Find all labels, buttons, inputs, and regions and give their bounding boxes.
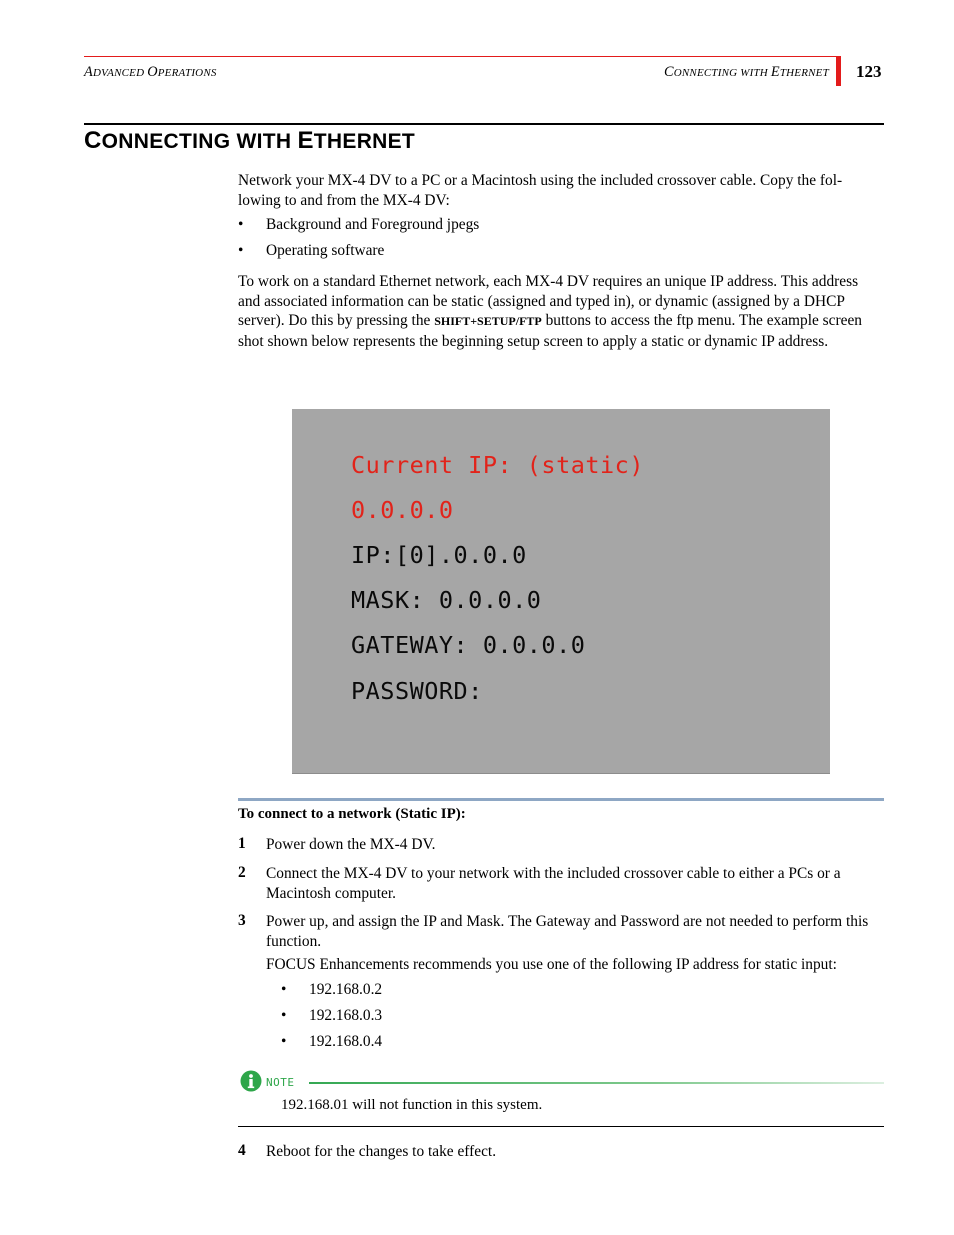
- setup-screen-image: [292, 409, 830, 774]
- page-number: 123: [856, 62, 882, 81]
- screen-current-ip-value: 0.0.0.0: [351, 496, 454, 524]
- step-number: 2: [238, 864, 246, 881]
- note-label: NOTE: [266, 1076, 295, 1089]
- note-text: 192.168.01 will not function in this system.: [281, 1097, 543, 1113]
- step-number: 3: [238, 912, 246, 929]
- step-number: 1: [238, 835, 246, 852]
- step-subtext: FOCUS Enhancements recommends you use one of the following IP address for static input:: [266, 956, 837, 973]
- network-paragraph: To work on a standard Ethernet network, each MX-4 DV requires an unique IP address. This address and associated information can be static (assigned and typed in), or dynamic (assigned by a DHCP server). Do this by pressing the SHIFT+SETUP/FTP buttons to access the ftp menu. The example screen shot shown below represents the beginning setup screen to apply a static or dynamic IP address.: [238, 273, 862, 350]
- info-icon: [240, 1070, 262, 1092]
- screen-password: PASSWORD:: [351, 677, 483, 705]
- note-end-rule: [238, 1126, 884, 1127]
- title-rule: [84, 123, 884, 125]
- screen-ip: IP:[0].0.0.0: [351, 541, 527, 569]
- running-header-right: CONNECTING WITH ETHERNET: [664, 64, 829, 80]
- key-combo: SHIFT+SETUP/FTP: [434, 314, 542, 329]
- intro-paragraph: Network your MX-4 DV to a PC or a Macintosh using the included crossover cable. Copy the fol-lowing to and from the MX-4 DV:: [238, 172, 843, 209]
- step-number: 4: [238, 1142, 246, 1159]
- note-divider: [309, 1082, 884, 1084]
- procedure-rule: [238, 798, 884, 801]
- procedure-title: To connect to a network (Static IP):: [238, 806, 466, 822]
- header-accent-bar: [836, 56, 841, 86]
- step-text: Connect the MX-4 DV to your network with the included crossover cable to either a PCs or a Macintosh computer.: [266, 865, 841, 902]
- running-header-left: ADVANCED OPERATIONS: [84, 64, 217, 80]
- header-rule: [84, 56, 839, 57]
- screen-mask: MASK: 0.0.0.0: [351, 586, 542, 614]
- screen-current-ip: Current IP: (static): [351, 451, 644, 479]
- step-text: Power down the MX-4 DV.: [266, 836, 436, 853]
- section-title: CONNECTING WITH ETHERNET: [84, 127, 416, 154]
- step-text: Reboot for the changes to take effect.: [266, 1143, 497, 1160]
- step-text: Power up, and assign the IP and Mask. The Gateway and Password are not needed to perform this function.: [266, 913, 869, 950]
- screen-gateway: GATEWAY: 0.0.0.0: [351, 631, 586, 659]
